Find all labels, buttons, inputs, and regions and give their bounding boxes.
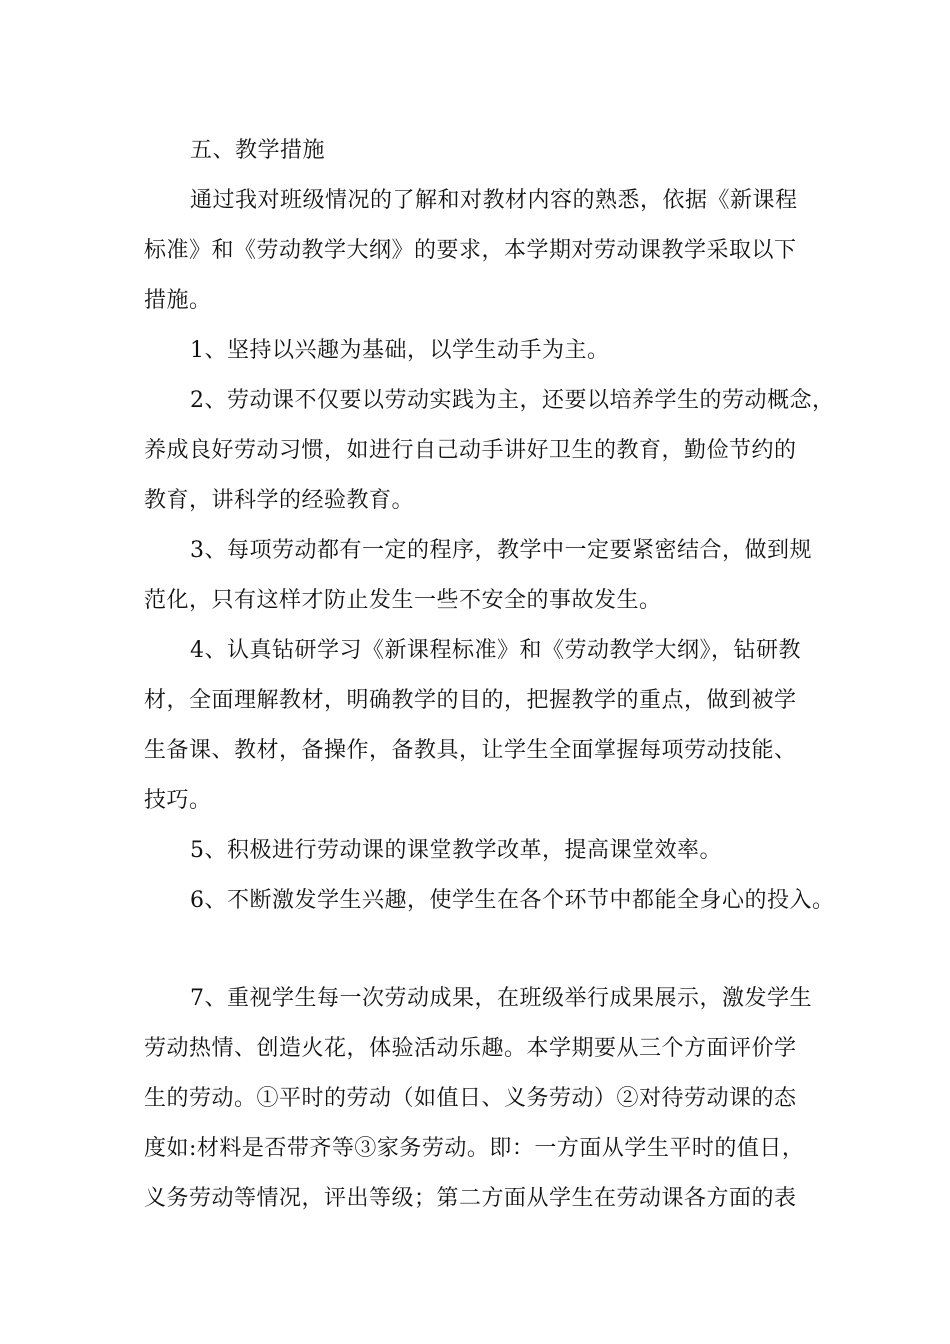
- text-line: 措施。: [144, 288, 212, 313]
- text-line: 劳动热情、创造火花，体验活动乐趣。本学期要从三个方面评价学: [144, 1036, 797, 1061]
- text-line: 5、积极进行劳动课的课堂教学改革，提高课堂效率。: [190, 838, 722, 863]
- intro-paragraph: [144, 176, 806, 326]
- text-line: 范化，只有这样才防止发生一些不安全的事故发生。: [144, 588, 662, 613]
- section-heading: [144, 126, 806, 176]
- text-line: 1、坚持以兴趣为基础，以学生动手为主。: [190, 338, 610, 363]
- measure-item-2: [144, 376, 835, 526]
- text-line: 技巧。: [144, 788, 212, 813]
- measure-item-5: [144, 826, 806, 876]
- text-line: 义务劳动等情况，评出等级；第二方面从学生在劳动课各方面的表: [144, 1186, 797, 1211]
- text-line: 养成良好劳动习惯，如进行自己动手讲好卫生的教育，勤俭节约的: [144, 438, 797, 463]
- measure-item-7: [144, 974, 812, 1224]
- measure-item-4: [144, 626, 806, 826]
- text-line: 7、重视学生每一次劳动成果，在班级举行成果展示，激发学生: [190, 986, 812, 1011]
- text-line: 标准》和《劳动教学大纲》的要求，本学期对劳动课教学采取以下: [144, 238, 797, 263]
- text-line: 生的劳动。①平时的劳动（如值日、义务劳动）②对待劳动课的态: [144, 1086, 797, 1111]
- text-line: 材，全面理解教材，明确教学的目的，把握教学的重点，做到被学: [144, 688, 797, 713]
- text-line: 3、每项劳动都有一定的程序，教学中一定要紧密结合，做到规: [190, 538, 812, 563]
- measure-item-6: [144, 876, 835, 926]
- text-line: 度如:材料是否带齐等③家务劳动。即：一方面从学生平时的值日，: [144, 1136, 805, 1161]
- text-line: 6、不断激发学生兴趣，使学生在各个环节中都能全身心的投入。: [190, 888, 835, 913]
- text-line: 通过我对班级情况的了解和对教材内容的熟悉，依据《新课程: [190, 188, 798, 213]
- heading-line: 五、教学措施: [190, 138, 326, 163]
- text-line: 教育，讲科学的经验教育。: [144, 488, 415, 513]
- measure-item-1: [144, 326, 806, 376]
- measure-item-3: [144, 526, 812, 626]
- text-line: 4、认真钻研学习《新课程标准》和《劳动教学大纲》，钻研教: [190, 638, 801, 663]
- text-line: 2、劳动课不仅要以劳动实践为主，还要以培养学生的劳动概念，: [190, 388, 835, 413]
- text-line: 生备课、教材，备操作，备教具，让学生全面掌握每项劳动技能、: [144, 738, 797, 763]
